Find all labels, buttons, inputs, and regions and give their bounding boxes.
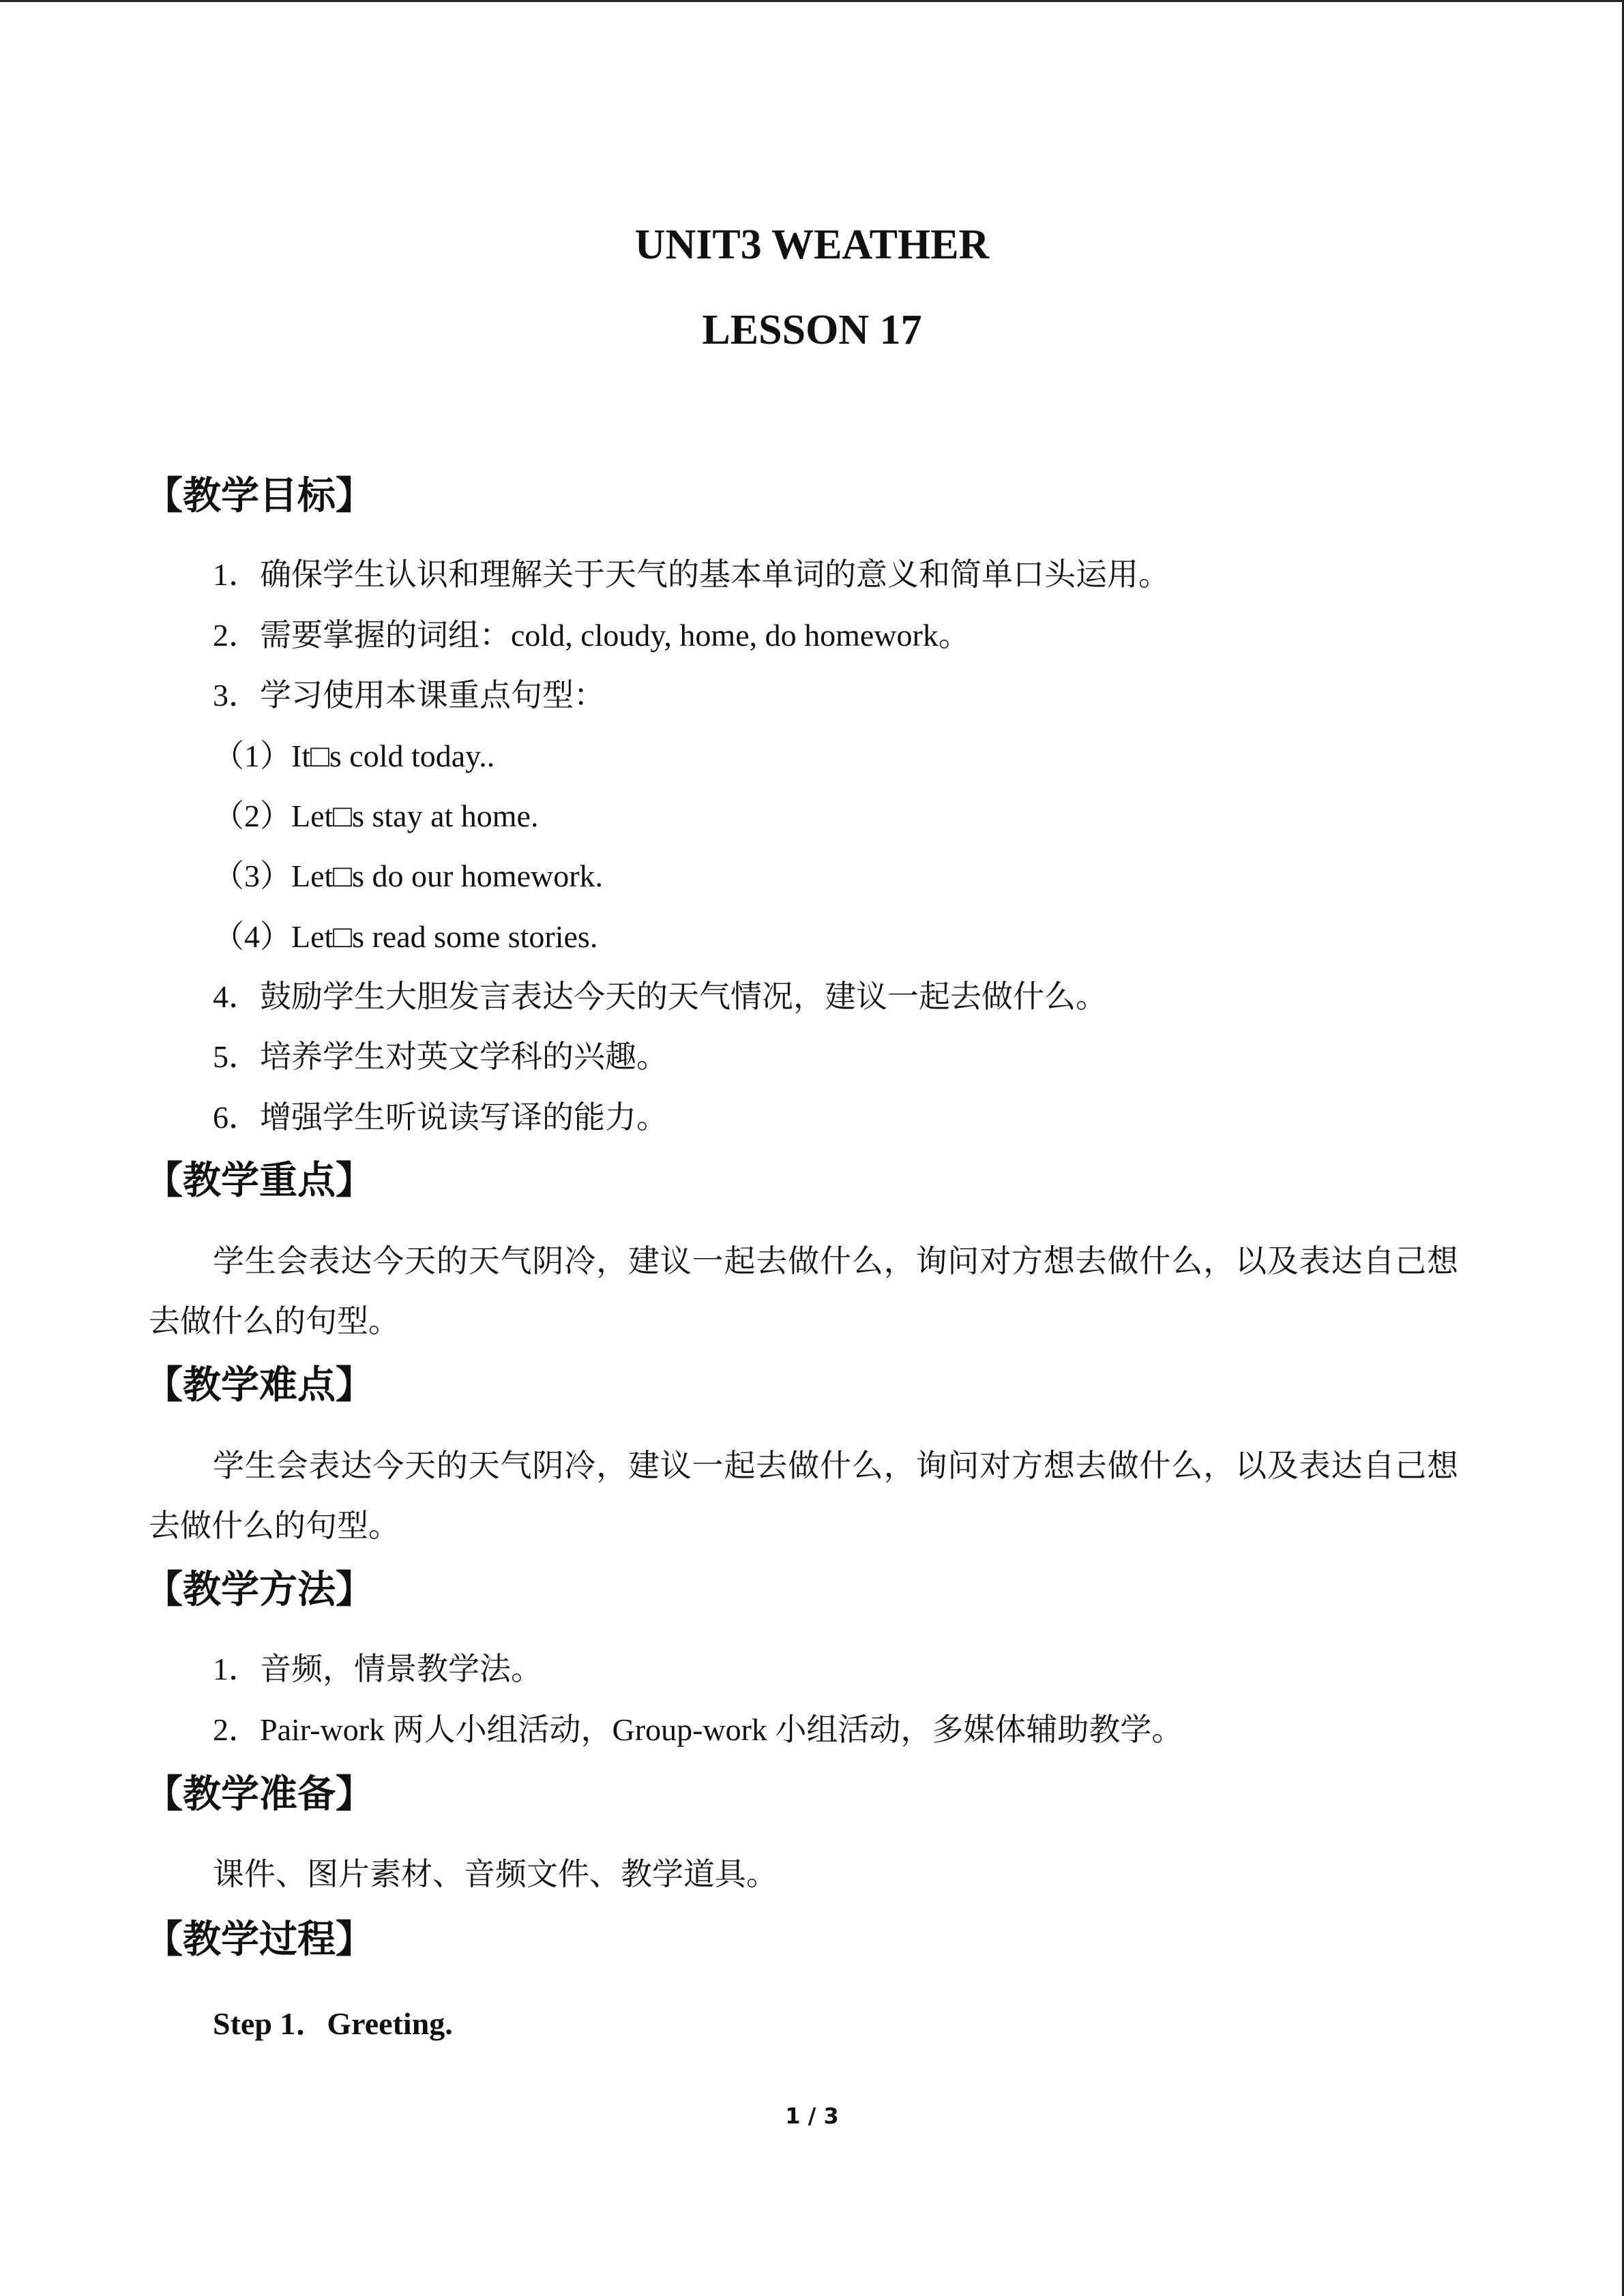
objective-sentence: （4）Let□s read some stories.: [213, 919, 598, 954]
section-heading-process: 【教学过程】: [145, 1918, 374, 1962]
page-border-top: [0, 0, 1624, 2]
objective-item: 2．需要掌握的词组：cold, cloudy, home, do homework。: [213, 618, 970, 653]
objective-sentence: （3）Let□s do our homework.: [213, 859, 604, 893]
objective-item: 4．鼓励学生大胆发言表达今天的天气情况，建议一起去做什么。: [213, 979, 1107, 1014]
process-step-1: Step 1．Greeting.: [213, 2006, 453, 2041]
objective-item: 3．学习使用本课重点句型：: [213, 678, 605, 713]
section-heading-methods: 【教学方法】: [145, 1568, 374, 1612]
section-heading-difficulties: 【教学难点】: [145, 1363, 374, 1407]
page-number: 1 / 3: [785, 2103, 839, 2129]
objective-sentence: （1）It□s cold today..: [213, 739, 495, 773]
section-heading-objectives: 【教学目标】: [145, 474, 374, 518]
section-heading-key-points: 【教学重点】: [145, 1159, 374, 1203]
document-title: UNIT3 WEATHER: [634, 222, 990, 268]
method-item: 2．Pair-work 两人小组活动，Group-work 小组活动，多媒体辅助教学。: [213, 1712, 1183, 1747]
objective-item: 6．增强学生听说读写译的能力。: [213, 1100, 668, 1135]
objective-sentence: （2）Let□s stay at home.: [213, 799, 539, 833]
section-heading-preparation: 【教学准备】: [145, 1772, 374, 1817]
preparation-text: 课件、图片素材、音频文件、教学道具。: [213, 1857, 778, 1892]
method-item: 1．音频，情景教学法。: [213, 1652, 542, 1686]
document-subtitle: LESSON 17: [702, 307, 922, 353]
key-points-paragraph: 学生会表达今天的天气阴冷，建议一起去做什么，询问对方想去做什么，以及表达自己想去做什么的句型。: [149, 1244, 1458, 1339]
objective-item: 5．培养学生对英文学科的兴趣。: [213, 1039, 668, 1074]
difficulties-paragraph: 学生会表达今天的天气阴冷，建议一起去做什么，询问对方想去做什么，以及表达自己想去做什么的句型。: [149, 1448, 1458, 1543]
objective-item: 1．确保学生认识和理解关于天气的基本单词的意义和简单口头运用。: [213, 557, 1170, 592]
